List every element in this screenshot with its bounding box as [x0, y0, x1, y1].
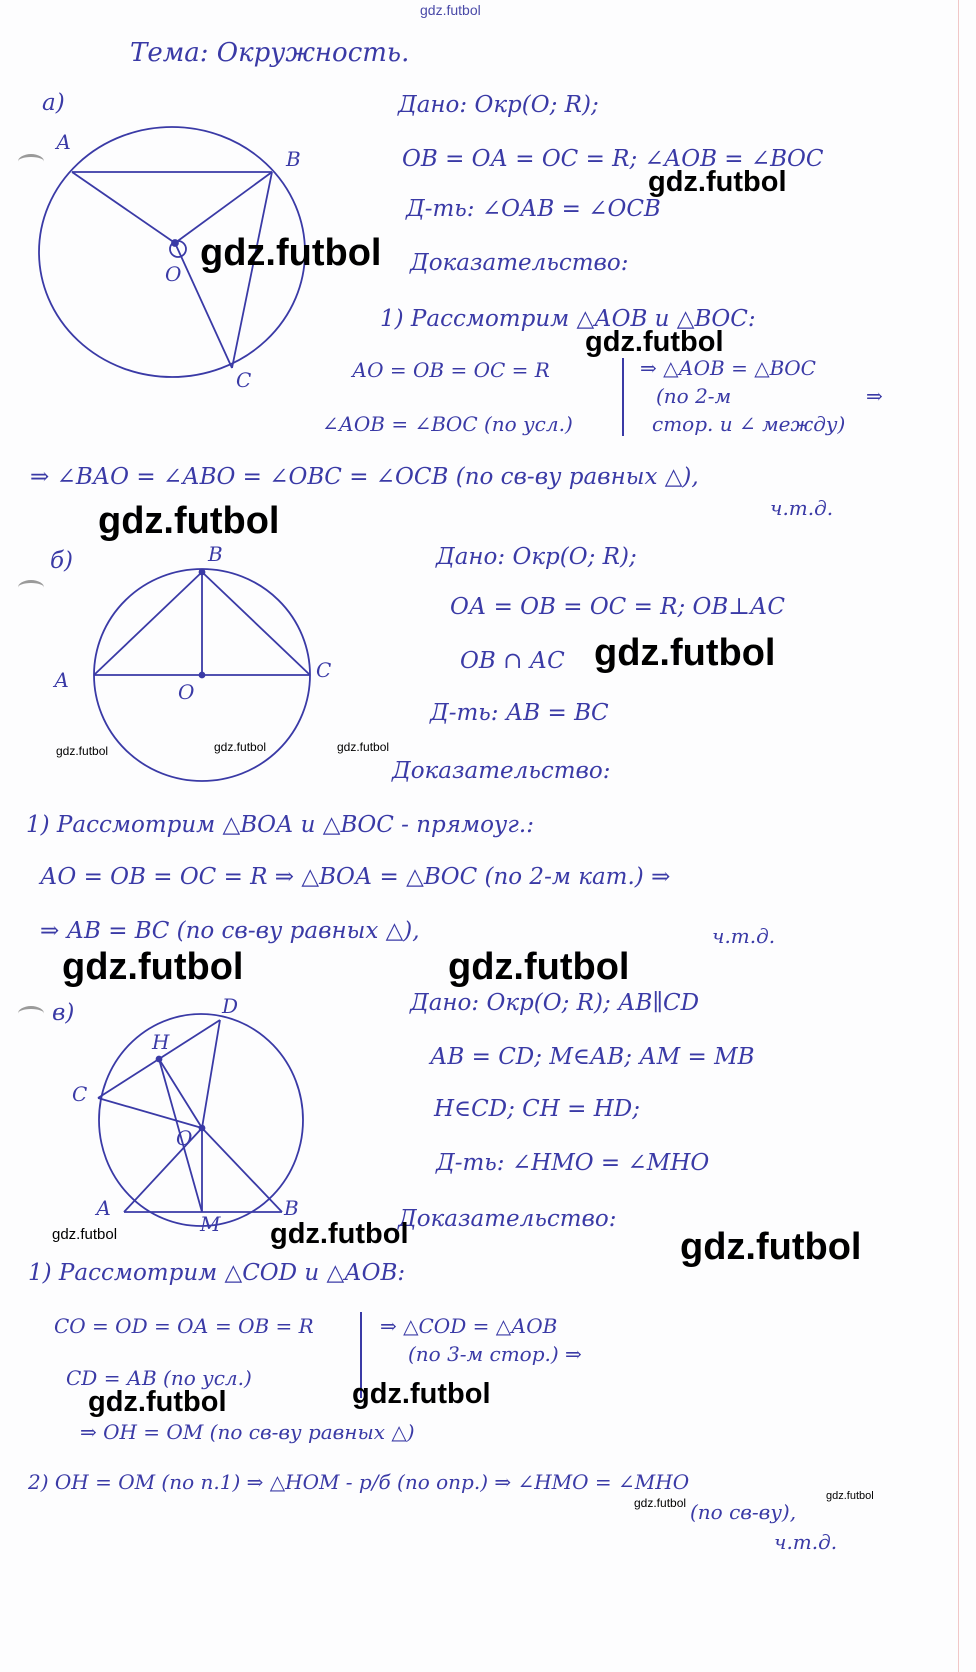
- b-proof-title: Доказательство:: [392, 758, 611, 784]
- a-right-1: ⇒ △АОВ = △ВОС: [640, 356, 816, 380]
- circle-c: [99, 1014, 303, 1226]
- a-proof-title: Доказательство:: [410, 250, 629, 276]
- a-prove: Д-ть: ∠ОАВ = ∠ОСВ: [406, 196, 661, 222]
- b-prove: Д-ть: АВ = ВС: [430, 700, 609, 726]
- c-step1: 1) Рассмотрим △СОD и △АОВ:: [28, 1260, 406, 1286]
- b-given-title: Дано: Окр(О; R);: [436, 544, 637, 570]
- point-h-dot: [157, 1057, 162, 1062]
- c-right-2: (по 3-м стор.) ⇒: [408, 1342, 582, 1366]
- c-given-title: Дано: Окр(О; R); АВ∥СD: [410, 990, 700, 1016]
- a-qed: ч.т.д.: [770, 496, 834, 520]
- point-h: Н: [152, 1030, 170, 1054]
- part-c-label: в): [52, 1000, 75, 1026]
- watermark: gdz.futbol: [200, 232, 382, 274]
- point-b: В: [208, 542, 223, 566]
- a-right-2: (по 2-м: [656, 384, 732, 408]
- part-b-label: б): [50, 548, 74, 574]
- point-m: М: [200, 1212, 221, 1236]
- watermark: gdz.futbol: [62, 946, 244, 988]
- watermark: gdz.futbol: [680, 1226, 862, 1268]
- c-given-2: Н∈СD; СН = НD;: [434, 1096, 640, 1122]
- watermark: gdz.futbol: [352, 1378, 491, 1410]
- segment-bo: [202, 1128, 282, 1212]
- point-o: О: [176, 1126, 193, 1150]
- watermark: gdz.futbol: [337, 740, 390, 754]
- a-step1: 1) Рассмотрим △АОВ и △ВОС:: [380, 306, 756, 332]
- watermark: gdz.futbol: [826, 1490, 874, 1502]
- watermark-top: gdz.futbol: [420, 2, 481, 18]
- point-c: С: [236, 368, 252, 392]
- a-left-2: ∠АОВ = ∠ВОС (по усл.): [322, 412, 573, 436]
- point-a: А: [54, 668, 70, 692]
- point-c: С: [316, 658, 332, 682]
- watermark: gdz.futbol: [585, 326, 724, 358]
- point-o: О: [178, 680, 195, 704]
- segment-do: [202, 1020, 220, 1128]
- a-given-1: ОВ = ОА = ОС = R; ∠АОВ = ∠ВОС: [402, 146, 824, 172]
- c-step2-b: (по св-ву),: [690, 1500, 797, 1524]
- point-d: D: [222, 994, 239, 1018]
- c-proof-title: Доказательство:: [398, 1206, 617, 1232]
- a-given-title: Дано: Окр(О; R);: [398, 92, 599, 118]
- b-given-1: ОА = ОВ = ОС = R; ОВ⊥АС: [450, 594, 785, 620]
- c-line-3: ⇒ ОН = ОМ (по св-ву равных △): [80, 1420, 415, 1444]
- b-qed: ч.т.д.: [712, 924, 776, 948]
- b-step1: 1) Рассмотрим △ВОА и △ВОС - прямоуг.:: [26, 812, 534, 838]
- a-right-3: стор. и ∠ между): [652, 412, 846, 436]
- watermark: gdz.futbol: [214, 740, 267, 754]
- part-a-label: а): [42, 90, 65, 116]
- watermark: gdz.futbol: [594, 632, 776, 674]
- point-a: А: [96, 1196, 112, 1220]
- watermark: gdz.futbol: [56, 744, 109, 758]
- watermark: gdz.futbol: [88, 1386, 227, 1418]
- point-o: О: [165, 262, 182, 286]
- b-line-1: АО = ОВ = ОС = R ⇒ △ВОА = △ВОС (по 2-м кат.) ⇒: [40, 864, 671, 890]
- page-title: Тема: Окружность.: [130, 38, 410, 68]
- watermark: gdz.futbol: [52, 1226, 118, 1243]
- watermark: gdz.futbol: [648, 166, 787, 198]
- watermark: gdz.futbol: [448, 946, 630, 988]
- b-given-2: ОВ ∩ АС: [460, 648, 565, 674]
- point-b: В: [286, 147, 301, 171]
- point-b: В: [284, 1196, 299, 1220]
- c-prove: Д-ть: ∠НМО = ∠МНО: [436, 1150, 710, 1176]
- watermark: gdz.futbol: [98, 500, 280, 542]
- watermark: gdz.futbol: [270, 1218, 409, 1250]
- c-given-1: АВ = СD; М∈АВ; АМ = МВ: [430, 1044, 755, 1070]
- a-left-1: АО = ОВ = ОС = R: [352, 358, 550, 382]
- c-right-1: ⇒ △СОD = △АОВ: [380, 1314, 558, 1338]
- point-c: С: [72, 1082, 88, 1106]
- c-left-2: СD = АВ (по усл.): [66, 1366, 252, 1390]
- a-conclusion: ⇒ ∠ВАО = ∠АВО = ∠ОВС = ∠ОСВ (по св-ву равных △),: [30, 464, 699, 490]
- watermark: gdz.futbol: [634, 1496, 687, 1510]
- a-right-2b: ⇒: [866, 384, 883, 408]
- c-qed: ч.т.д.: [774, 1530, 838, 1554]
- point-a: А: [56, 130, 72, 154]
- c-step2: 2) ОН = ОМ (по п.1) ⇒ △НОМ - р/б (по опр.) ⇒ ∠НМО = ∠МНО: [28, 1470, 690, 1494]
- c-left-1: СО = ОD = ОА = ОВ = R: [54, 1314, 314, 1338]
- center-o: [200, 1126, 205, 1131]
- b-line-2: ⇒ АВ = ВС (по св-ву равных △),: [40, 918, 420, 944]
